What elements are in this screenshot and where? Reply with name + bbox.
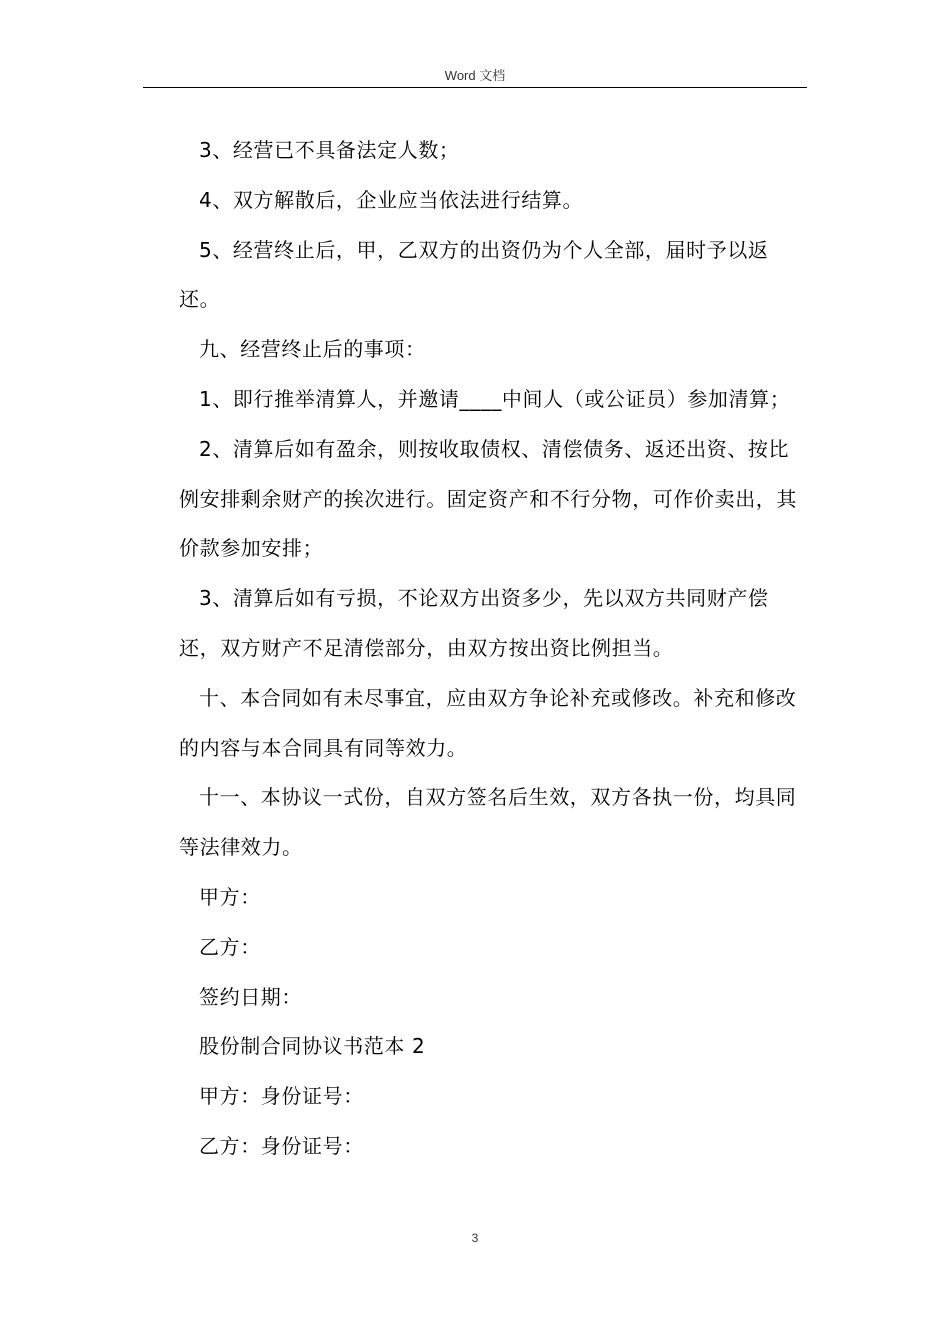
clause-paragraph: 十、本合同如有未尽事宜，应由双方争论补充或修改。补充和修改的内容与本合同具有同等效力。 <box>179 685 797 760</box>
document-body <box>179 126 805 1172</box>
signature-party-b: 乙方： <box>199 934 261 959</box>
party-a-id-line: 甲方：身份证号： <box>199 1084 364 1109</box>
clause-paragraph: 3、清算后如有亏损，不论双方出资多少，先以双方共同财产偿还，双方财产不足清偿部分，由双方按出资比例担当。 <box>179 586 769 660</box>
clause-paragraph: 2、清算后如有盈余，则按收取债权、清偿债务、返还出资、按比例安排剩余财产的挨次进行。固定资产和不行分物，可作价卖出，其价款参加安排； <box>179 436 797 561</box>
clause-paragraph: 3、经营已不具备法定人数； <box>199 138 460 162</box>
signature-date: 签约日期： <box>199 984 302 1009</box>
clause-paragraph: 1、即行推举清算人，并邀请____中间人（或公证员）参加清算； <box>199 386 791 411</box>
document-section-title: 股份制合同协议书范本 2 <box>199 1034 426 1059</box>
header-divider <box>143 87 807 88</box>
page-number: 3 <box>471 1231 479 1245</box>
clause-paragraph: 4、双方解散后，企业应当依法进行结算。 <box>199 187 584 212</box>
page-header: Word 文档 <box>444 68 506 83</box>
party-b-id-line: 乙方：身份证号： <box>199 1133 364 1158</box>
section-heading: 九、经营终止后的事项： <box>199 337 426 362</box>
clause-paragraph: 十一、本协议一式份，自双方签名后生效，双方各执一份，均具同等法律效力。 <box>179 785 797 860</box>
clause-paragraph: 5、经营终止后，甲，乙双方的出资仍为个人全部，届时予以返还。 <box>179 237 769 312</box>
signature-party-a: 甲方： <box>199 884 261 909</box>
